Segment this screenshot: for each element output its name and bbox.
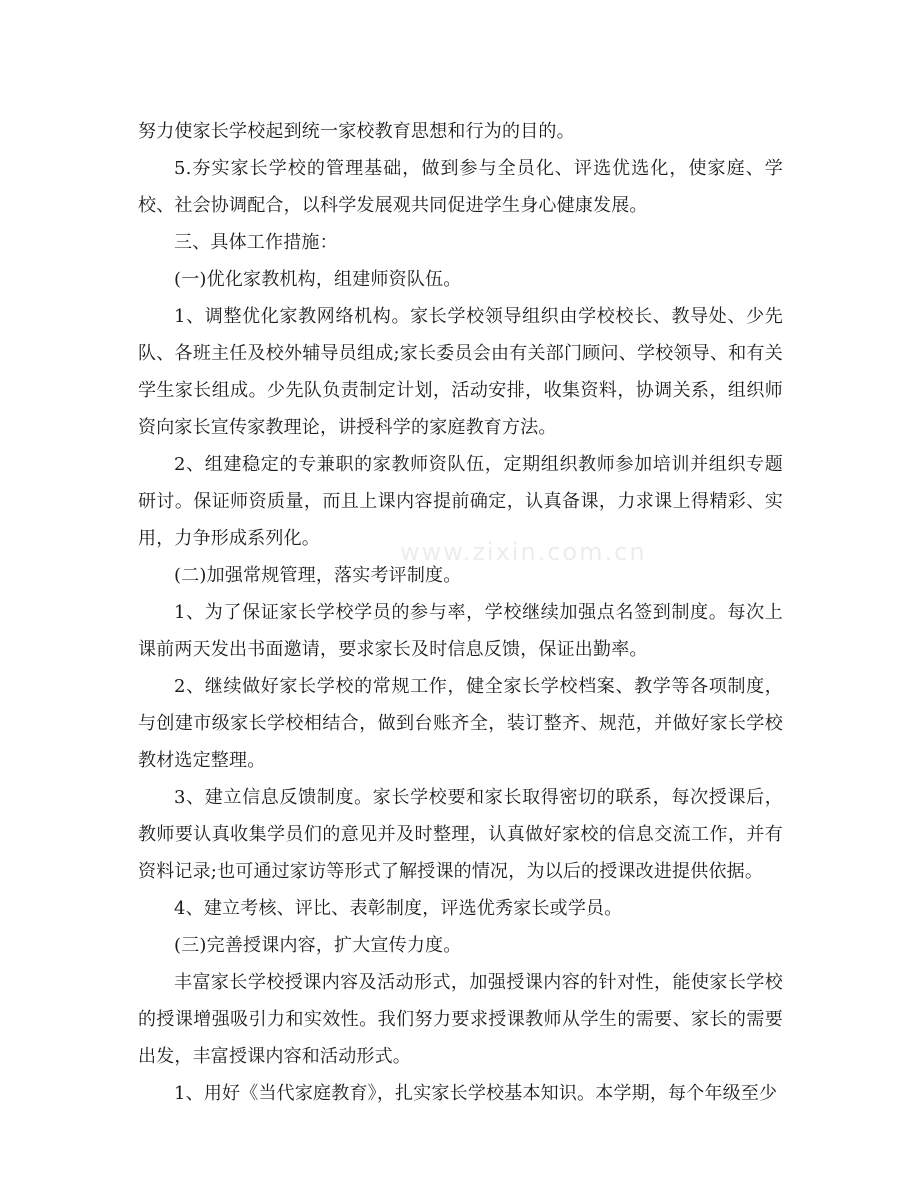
subsection-heading-3: (三)完善授课内容，扩大宣传力度。 (174, 935, 462, 956)
paragraph-course-content: 丰富家长学校授课内容及活动形式，加强授课内容的针对性，能使家长学校的授课增强吸引力和实效性。我们努力要求授课教师从学生的需要、家长的需要出发，丰富授课内容和活动形式。 (138, 972, 783, 1067)
paragraph-teacher-team: 2、组建稳定的专兼职的家教师资队伍，定期组织教师参加培训并组织专题研讨。保证师资质量，而且上课内容提前确定，认真备课，力求课上得精彩、实用，力争形成系列化。 (138, 454, 783, 549)
document-body (138, 113, 783, 1112)
watermark: www.zixin.com.cn (400, 538, 647, 566)
paragraph-textbook: 1、用好《当代家庭教育》，扎实家长学校基本知识。本学期，每个年级至少 (174, 1083, 778, 1104)
paragraph-feedback-system: 3、建立信息反馈制度。家长学校要和家长取得密切的联系，每次授课后，教师要认真收集学员们的意见并及时整理，认真做好家校的信息交流工作，并有资料记录;也可通过家访等形式了解授课的情况，为以后的授课改进提供依据。 (138, 787, 783, 882)
subsection-heading-2: (二)加强常规管理，落实考评制度。 (174, 565, 462, 586)
paragraph-routine-work: 2、继续做好家长学校的常规工作，健全家长学校档案、教学等各项制度，与创建市级家长学校相结合，做到台账齐全，装订整齐、规范，并做好家长学校教材选定整理。 (138, 676, 783, 771)
paragraph-continuation: 努力使家长学校起到统一家校教育思想和行为的目的。 (138, 121, 575, 142)
paragraph-assessment: 4、建立考核、评比、表彰制度，评选优秀家长或学员。 (174, 898, 623, 919)
paragraph-attendance: 1、为了保证家长学校学员的参与率，学校继续加强点名签到制度。每次上课前两天发出书面邀请，要求家长及时信息反馈，保证出勤率。 (138, 602, 783, 660)
subsection-heading-1: (一)优化家教机构，组建师资队伍。 (174, 269, 462, 290)
paragraph-item-5: 5.夯实家长学校的管理基础，做到参与全员化、评选优选化，使家庭、学校、社会协调配合，以科学发展观共同促进学生身心健康发展。 (138, 158, 783, 216)
section-heading-measures: 三、具体工作措施： (174, 232, 338, 253)
paragraph-network-structure: 1、调整优化家教网络机构。家长学校领导组织由学校校长、教导处、少先队、各班主任及校外辅导员组成;家长委员会由有关部门顾问、学校领导、和有关学生家长组成。少先队负责制定计划，活动安排，收集资料，协调关系，组织师资向家长宣传家教理论，讲授科学的家庭教育方法。 (138, 306, 783, 438)
